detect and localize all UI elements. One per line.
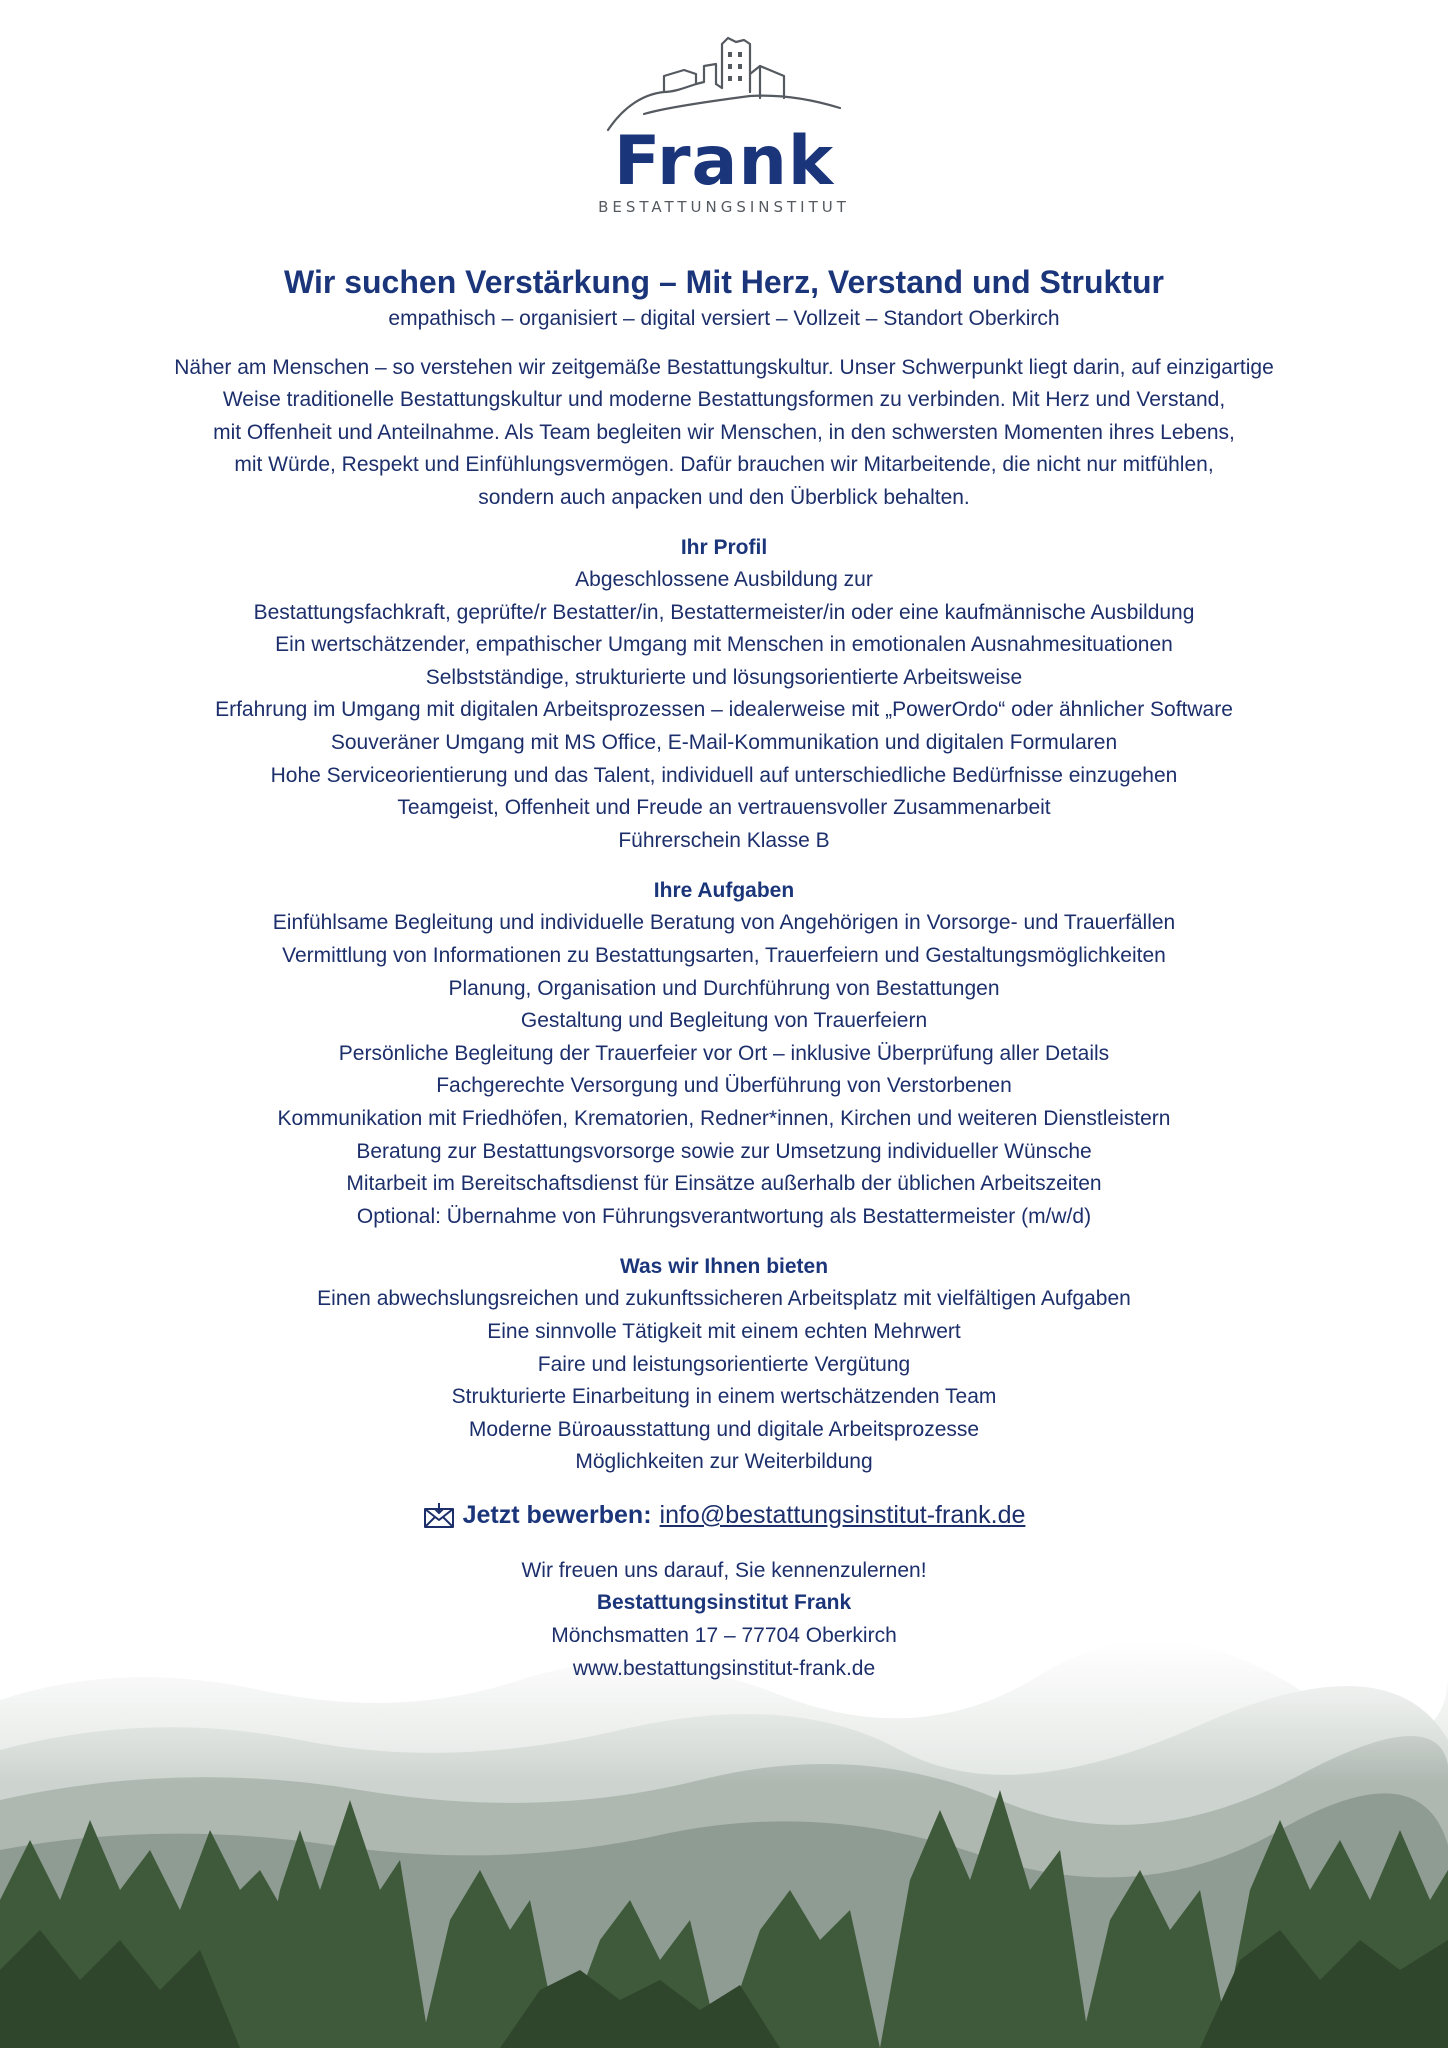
- envelope-icon: [423, 1501, 455, 1529]
- subline: empathisch – organisiert – digital versiert – Vollzeit – Standort Oberkirch: [388, 307, 1060, 330]
- list-item: Einen abwechslungsreichen und zukunftssicheren Arbeitsplatz mit vielfältigen Aufgaben: [317, 1287, 1131, 1311]
- brand-subtitle: BESTATTUNGSINSTITUT: [598, 198, 850, 216]
- footer-address: Mönchsmatten 17 – 77704 Oberkirch: [551, 1624, 897, 1648]
- intro-line: mit Würde, Respekt und Einfühlungsvermögen. Dafür brauchen wir Mitarbeitende, die nicht nur mitfühlen,: [234, 453, 1214, 477]
- list-item: Abgeschlossene Ausbildung zur: [575, 568, 873, 592]
- list-item: Eine sinnvolle Tätigkeit mit einem echten Mehrwert: [487, 1319, 961, 1343]
- list-item: Ein wertschätzender, empathischer Umgang mit Menschen in emotionalen Ausnahmesituationen: [275, 633, 1173, 657]
- apply-row: [40, 1497, 1408, 1533]
- list-item: Faire und leistungsorientierte Vergütung: [537, 1352, 911, 1376]
- list-item: Moderne Büroausstattung und digitale Arbeitsprozesse: [468, 1417, 980, 1441]
- apply-label: Jetzt bewerben:: [462, 1500, 652, 1529]
- forest-landscape-image: [0, 1640, 1448, 2048]
- intro-paragraph: [40, 352, 1408, 514]
- list-item: Gestaltung und Begleitung von Trauerfeiern: [520, 1009, 928, 1033]
- offer-list: [40, 1283, 1408, 1479]
- list-item: Beratung zur Bestattungsvorsorge sowie zur Umsetzung individueller Wünsche: [356, 1139, 1092, 1163]
- footer-website[interactable]: www.bestattungsinstitut-frank.de: [572, 1656, 876, 1680]
- list-item: Optional: Übernahme von Führungsverantwortung als Bestattermeister (m/w/d): [356, 1204, 1092, 1228]
- list-item: Hohe Serviceorientierung und das Talent, individuell auf unterschiedliche Bedürfnisse einzugehen: [270, 763, 1178, 787]
- list-item: Teamgeist, Offenheit und Freude an vertrauensvoller Zusammenarbeit: [397, 796, 1051, 820]
- headline: Wir suchen Verstärkung – Mit Herz, Verstand und Struktur: [284, 264, 1164, 300]
- list-item: Einfühlsame Begleitung und individuelle Beratung von Angehörigen in Vorsorge- und Trauerfällen: [272, 911, 1176, 935]
- footer-greeting: Wir freuen uns darauf, Sie kennenzulernen!: [521, 1558, 927, 1582]
- list-item: Kommunikation mit Friedhöfen, Krematorien, Redner*innen, Kirchen und weiteren Dienstleistern: [277, 1106, 1171, 1130]
- intro-line: mit Offenheit und Anteilnahme. Als Team begleiten wir Menschen, in den schwersten Momenten ihres Lebens,: [213, 420, 1235, 444]
- list-item: Vermittlung von Informationen zu Bestattungsarten, Trauerfeiern und Gestaltungsmöglichkeiten: [282, 943, 1166, 967]
- profile-title: Ihr Profil: [680, 536, 768, 560]
- footer-company: Bestattungsinstitut Frank: [596, 1591, 852, 1615]
- list-item: Möglichkeiten zur Weiterbildung: [575, 1450, 873, 1474]
- tasks-title: Ihre Aufgaben: [653, 879, 795, 903]
- list-item: Persönliche Begleitung der Trauerfeier vor Ort – inklusive Überprüfung aller Details: [338, 1041, 1110, 1065]
- tasks-list: [40, 907, 1408, 1233]
- list-item: Souveräner Umgang mit MS Office, E-Mail-Kommunikation und digitalen Formularen: [330, 731, 1118, 754]
- list-item: Erfahrung im Umgang mit digitalen Arbeitsprozessen – idealerweise mit „PowerOrdo“ oder ähnlicher Software: [215, 698, 1233, 722]
- list-item: Planung, Organisation und Durchführung von Bestattungen: [448, 976, 1000, 1000]
- apply-email-link[interactable]: info@bestattungsinstitut-frank.de: [659, 1500, 1026, 1529]
- brand-name: Frank: [613, 122, 835, 201]
- list-item: Selbstständige, strukturierte und lösungsorientierte Arbeitsweise: [425, 665, 1023, 689]
- list-item: Strukturierte Einarbeitung in einem wertschätzenden Team: [451, 1385, 997, 1409]
- company-logo: [0, 36, 1448, 216]
- list-item: Fachgerechte Versorgung und Überführung von Verstorbenen: [436, 1074, 1012, 1098]
- list-item: Mitarbeit im Bereitschaftsdienst für Einsätze außerhalb der üblichen Arbeitszeiten: [346, 1172, 1102, 1196]
- list-item: Führerschein Klasse B: [618, 828, 830, 852]
- castle-logo-icon: [604, 36, 844, 136]
- job-ad-content: [40, 252, 1408, 1685]
- list-item: Bestattungsfachkraft, geprüfte/r Bestatter/in, Bestattermeister/in oder eine kaufmännische Ausbildung: [253, 600, 1195, 624]
- intro-line: sondern auch anpacken und den Überblick behalten.: [478, 485, 970, 509]
- intro-line: Näher am Menschen – so verstehen wir zeitgemäße Bestattungskultur. Unser Schwerpunkt liegt darin, auf einzigartige: [174, 356, 1274, 379]
- intro-line: Weise traditionelle Bestattungskultur und moderne Bestattungsformen zu verbinden. Mit Herz und Verstand,: [222, 388, 1226, 412]
- offer-title: Was wir Ihnen bieten: [619, 1255, 829, 1279]
- profile-list: [40, 564, 1408, 857]
